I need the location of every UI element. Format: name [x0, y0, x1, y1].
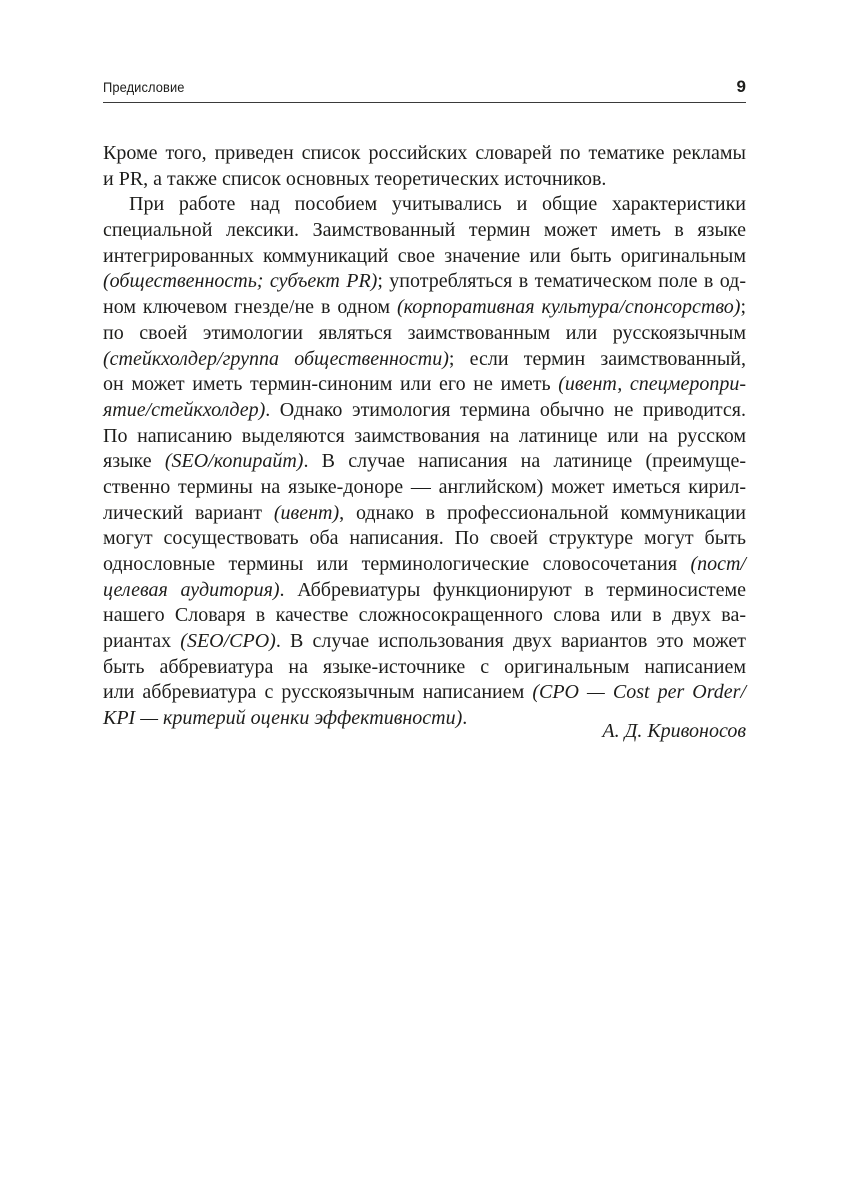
text-run: ; употребляться в тематическом поле в од- — [377, 270, 746, 293]
italic-term: KPI — критерий оценки эффективности) — [103, 707, 463, 730]
text-run: . — [462, 707, 468, 730]
text-run: однословные термины или терминологические словосочетания — [103, 553, 691, 575]
text-line — [103, 347, 746, 373]
text-line — [103, 501, 746, 527]
text-run: ; — [740, 296, 746, 319]
text-run: . Однако этимология термина обычно не приводится. — [265, 398, 746, 421]
text-line: При работе над пособием учитывались и общие характеристики — [129, 193, 746, 216]
text-line: Кроме того, приведен список российских словарей по тематике рекламы — [103, 142, 746, 164]
text-line — [103, 398, 746, 424]
text-line: по своей этимологии являться заимствованным или русскоязычным — [103, 321, 746, 344]
text-line — [103, 295, 746, 321]
text-run: . В случае написания на латинице (преимуще- — [303, 450, 746, 473]
text-run: , однако в профессиональной коммуникации — [339, 501, 746, 524]
italic-term: (SEO/копирайт) — [164, 450, 304, 473]
text-run: он может иметь термин-синоним или его не иметь — [103, 373, 559, 396]
section-title: Предисловие — [103, 79, 185, 95]
text-run: ном ключевом гнезде/не в одном — [103, 296, 397, 319]
text-line — [103, 680, 746, 706]
italic-term: (CPO — Cost per Order/ — [532, 681, 746, 704]
page-number: 9 — [736, 77, 746, 96]
text-run: . В случае использования двух вариантов это может — [275, 630, 746, 653]
text-run: . Аббревиатуры функционируют в терминосистеме — [279, 578, 746, 601]
text-line — [103, 552, 746, 578]
italic-term: (общественность; субъект PR) — [103, 270, 378, 293]
author-signature: А. Д. Кривоносов — [602, 720, 746, 742]
text-run: языке — [103, 450, 165, 473]
text-line: По написанию выделяются заимствования на латинице или на русском — [103, 424, 746, 447]
italic-term: (ивент, спецмеропри- — [558, 373, 746, 396]
text-line — [103, 372, 746, 398]
italic-term: (пост/ — [690, 553, 746, 575]
text-run: или аббревиатура с русскоязычным написанием — [103, 681, 533, 704]
text-line: нашего Словаря в качестве сложносокращенного слова или в двух ва- — [103, 604, 746, 627]
text-run: риантах — [103, 630, 181, 653]
italic-term: ятие/стейкхолдер) — [103, 398, 266, 421]
text-line — [103, 629, 746, 655]
text-line — [103, 269, 746, 295]
text-line: могут сосуществовать оба написания. По своей структуре могут быть — [103, 527, 746, 550]
italic-term: целевая аудитория) — [103, 578, 280, 601]
italic-term: (стейкхолдер/группа общественности) — [103, 347, 449, 370]
text-line: и PR, а также список основных теоретических источников. — [103, 167, 607, 190]
running-header — [103, 76, 746, 103]
text-line: быть аббревиатура на языке-источнике с оригинальным написанием — [103, 655, 746, 678]
text-line — [103, 578, 746, 604]
text-line: интегрированных коммуникаций свое значение или быть оригинальным — [103, 244, 746, 267]
preface-text — [103, 141, 746, 732]
text-run: лический вариант — [103, 501, 274, 524]
text-line — [103, 449, 746, 475]
italic-term: (SEO/CPO) — [180, 630, 276, 653]
italic-term: (ивент) — [273, 501, 340, 524]
text-line: специальной лексики. Заимствованный термин может иметь в языке — [103, 219, 746, 242]
italic-term: (корпоративная культура/спонсорство) — [396, 296, 741, 319]
text-line: ственно термины на языке-доноре — английском) может иметься кирил- — [103, 475, 746, 498]
text-run: ; если термин заимствованный, — [448, 347, 746, 370]
